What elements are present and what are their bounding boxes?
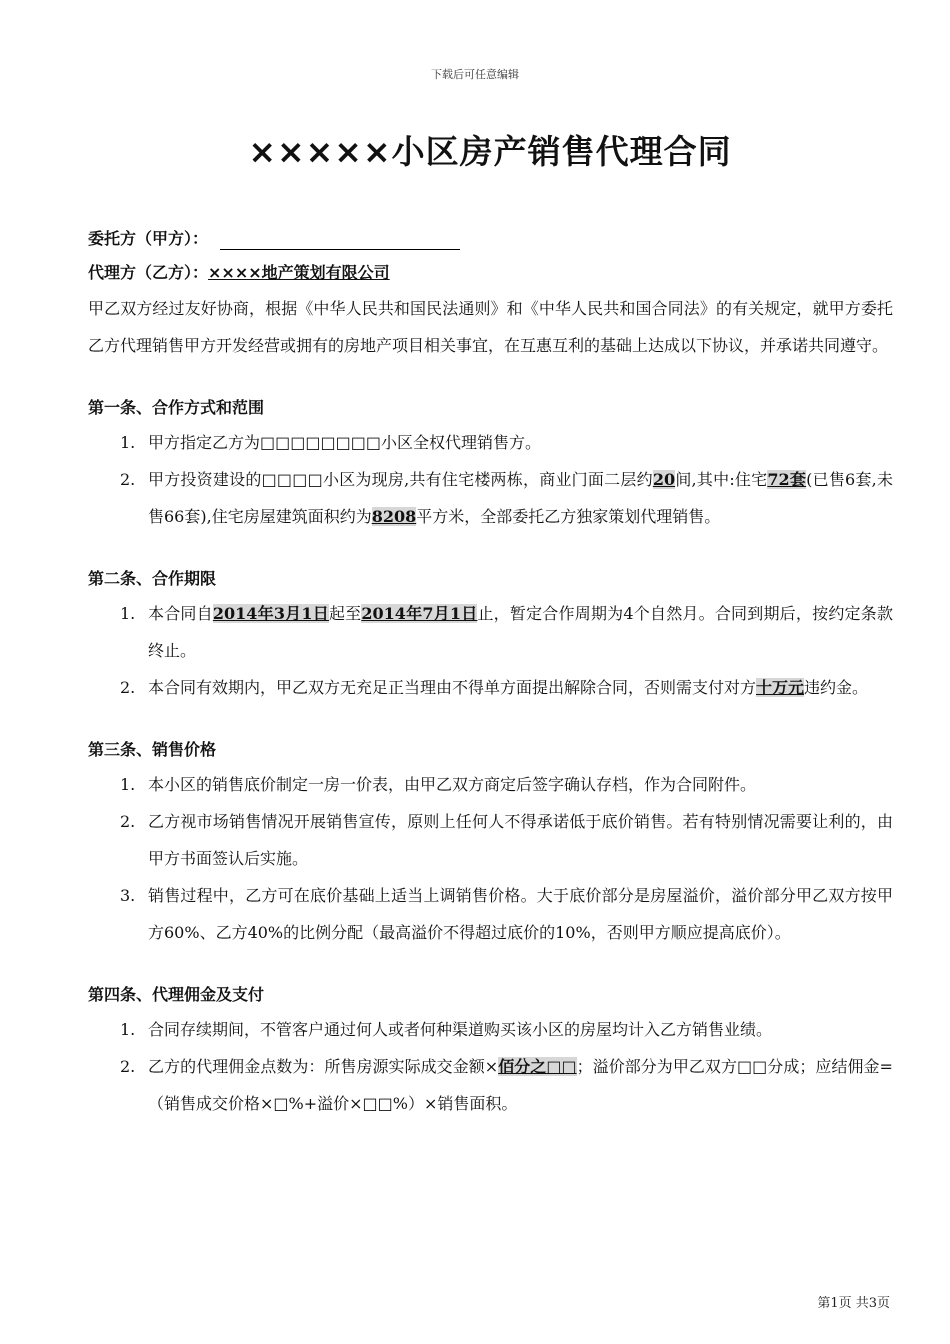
header-note: 下载后可任意编辑 [431,68,519,81]
item-text: 起至 [328,604,362,623]
item-text: 本合同有效期内，甲乙双方无充足正当理由不得单方面提出解除合同，否则需支付对方 [148,678,757,697]
item-text: 止，暂定合作周期为4个自然月。合同到期后，按约定条款终止。 [148,604,893,660]
section-3-title: 第三条、销售价格 [88,740,217,759]
item-text: 平方米，全部委托乙方独家策划代理销售。 [416,507,721,526]
principal-blank-field [220,229,460,250]
item-text: 合同存续期间，不管客户通过何人或者何种渠道购买该小区的房屋均计入乙方销售业绩。 [148,1020,773,1039]
item-number: 2. [120,678,136,697]
agent-label: 代理方（乙方）： [88,263,209,282]
section-2 [88,565,893,706]
list-item [88,424,893,461]
list-item [88,669,893,706]
highlight-end-date: 2014年7月1日 [361,604,478,623]
list-item [88,766,893,803]
highlight-penalty: 十万元 [756,678,805,697]
list-item [88,595,893,669]
item-text: 乙方视市场销售情况开展销售宣传，原则上任何人不得承诺低于底价销售。若有特别情况需要让利的，由甲方书面签认后实施。 [148,812,893,868]
list-item [88,461,893,535]
agent-name: ××××地产策划有限公司 [208,263,390,282]
item-text: 乙方的代理佣金点数为：所售房源实际成交金额× [148,1057,499,1076]
section-1-title: 第一条、合作方式和范围 [88,398,265,417]
list-item [88,1011,893,1048]
item-text: ；溢价部分为甲乙双方□□分成；应结佣金=（销售成交价格×□%+溢价×□□%）×销售面积。 [148,1057,893,1113]
highlight-commission-rate: 佰分之□□ [498,1057,577,1076]
item-text: 甲方指定乙方为□□□□□□□□小区全权代理销售方。 [148,433,541,452]
list-item [88,803,893,877]
item-number: 1. [120,1020,136,1039]
intro-paragraph: 甲乙双方经过友好协商，根据《中华人民共和国民法通则》和《中华人民共和国合同法》的有关规定，就甲方委托乙方代理销售甲方开发经营或拥有的房地产项目相关事宜，在互惠互利的基础上达成以下协议，并承诺共同遵守。 [88,299,893,355]
principal-label: 委托方（甲方）： [88,229,209,248]
list-item [88,877,893,951]
item-text: 本小区的销售底价制定一房一价表，由甲乙双方商定后签字确认存档，作为合同附件。 [148,775,757,794]
section-3 [88,736,893,951]
list-item [88,1048,893,1122]
section-1 [88,394,893,535]
section-4 [88,981,893,1122]
item-text: 甲方投资建设的□□□□小区为现房,共有住宅楼两栋，商业门面二层约 [148,470,653,489]
item-number: 1. [120,775,136,794]
page-number: 第1页 共3页 [817,1296,890,1311]
item-text: 间,其中:住宅 [675,470,768,489]
item-text: (已售6套,未售66套),住宅房屋建筑面积约为 [148,470,893,526]
item-text: 本合同自 [148,604,213,623]
section-2-title: 第二条、合作期限 [88,569,217,588]
item-number: 3. [120,886,136,905]
document-body [88,222,893,1122]
highlight-area: 8208 [371,507,417,526]
item-text: 销售过程中，乙方可在底价基础上适当上调销售价格。大于底价部分是房屋溢价，溢价部分甲乙双方按甲方60%、乙方40%的比例分配（最高溢价不得超过底价的10%，否则甲方顺应提高底价）。 [148,886,893,942]
highlight-shop-count: 20 [652,470,676,489]
item-text: 违约金。 [804,678,869,697]
item-number: 2. [120,812,136,831]
item-number: 2. [120,470,136,489]
agent-line [88,256,893,290]
item-number: 1. [120,604,136,623]
section-4-title: 第四条、代理佣金及支付 [88,985,265,1004]
document-title: ×××××小区房产销售代理合同 [248,132,732,171]
principal-line [88,222,893,256]
highlight-unit-count: 72套 [767,470,807,489]
item-number: 2. [120,1057,136,1076]
item-number: 1. [120,433,136,452]
highlight-start-date: 2014年3月1日 [212,604,329,623]
